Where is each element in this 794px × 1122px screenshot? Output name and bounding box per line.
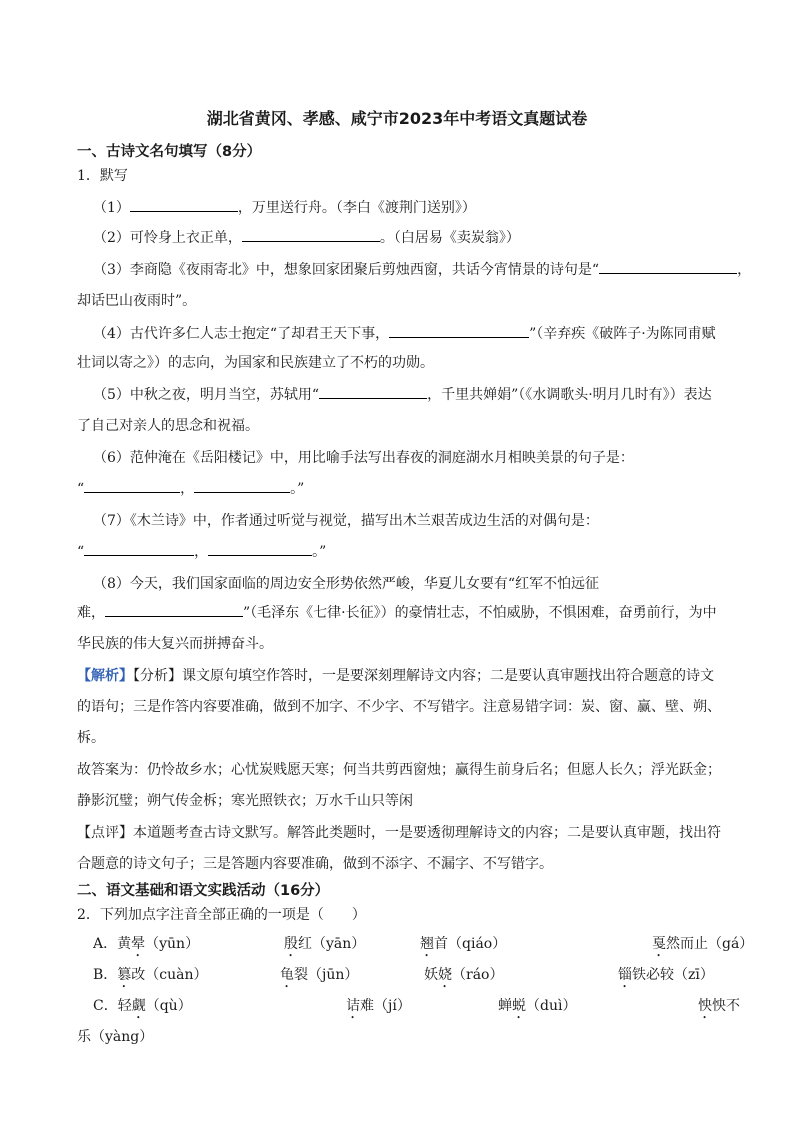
option-b-word-3: 妖娆（ráo） (424, 967, 504, 983)
question-1-3-cont: 却话巴山夜雨时”。 (77, 293, 197, 309)
question-1-heading: 1．默写 (77, 168, 128, 184)
answer-blank[interactable] (194, 479, 290, 493)
option-b-word-2: 龟裂（jūn） (280, 967, 359, 983)
comment-line-2: 合题意的诗文句子；三是答题内容要准确，做到不添字、不漏字、不写错字。 (77, 856, 553, 872)
question-1-2: （2）可怜身上衣正单， 。（白居易《卖炭翁》） (93, 230, 520, 246)
question-1-5-cont: 了自己对亲人的思念和祝福。 (77, 418, 259, 434)
question-2-heading: 2．下列加点字注音全部正确的一项是（ ） (77, 907, 366, 923)
answer-line-2: 静影沉璧；朔气传金柝；寒光照铁衣；万水千山只等闲 (77, 793, 413, 809)
comment-line-1: 【点评】本道题考查古诗文默写。解答此类题时，一是要透彻理解诗文的内容；二是要认真审题，找出符 (77, 825, 721, 841)
question-1-5: （5）中秋之夜，明月当空，苏轼用“ ，千里共婵娟”（《水调歌头·明月几时有》）表达 (93, 387, 712, 403)
option-a-word-3: 翘首（qiáo） (420, 936, 507, 952)
answer-blank[interactable] (208, 542, 312, 556)
answer-blank[interactable] (84, 542, 194, 556)
analysis-line-2: 的语句；三是作答内容要准确，做到不加字、不少字、不写错字。注意易错字词：炭、窗、赢、壁、朔、 (77, 699, 721, 715)
option-c-word-4: 怏怏不 (698, 998, 740, 1014)
question-1-8: （8）今天，我们国家面临的周边安全形势依然严峻，华夏儿女要有“红军不怕远征 (93, 576, 600, 592)
analysis-line-1: 【解析】【分析】课文原句填空作答时，一是要深刻理解诗文内容；二是要认真审题找出符合题意的诗文 (77, 668, 714, 684)
option-b-word-4: 锱铁必较（zī） (618, 967, 714, 983)
answer-blank[interactable] (242, 228, 380, 242)
answer-blank[interactable] (389, 324, 529, 338)
question-1-8-blank: 难， ”（毛泽东《七律·长征》）的豪情壮志，不怕威胁，不惧困难，奋勇前行，为中 (77, 605, 717, 621)
question-1-6: （6）范仲淹在《岳阳楼记》中，用比喻手法写出春夜的洞庭湖水月相映美景的句子是： (93, 450, 634, 466)
question-1-7: （7）《木兰诗》中，作者通过听觉与视觉，描写出木兰艰苦成边生活的对偶句是： (93, 513, 599, 529)
page-title: 湖北省黄冈、孝感、咸宁市2023年中考语文真题试卷 (206, 109, 588, 128)
option-a-word-4: 戛然而止（gá） (652, 936, 754, 952)
answer-blank[interactable] (599, 260, 737, 274)
question-1-1: （1） ，万里送行舟。（李白《渡荆门送别》） (93, 200, 476, 216)
analysis-line-3: 柝。 (77, 730, 105, 746)
option-c-word-4-cont: 乐（yàng） (77, 1029, 154, 1045)
answer-blank[interactable] (105, 603, 243, 617)
section-1-heading: 一、古诗文名句填写（8分） (77, 144, 262, 160)
question-1-6-blanks: “ ， 。” (77, 481, 305, 497)
answer-blank[interactable] (319, 385, 427, 399)
answer-line-1: 故答案为：仍怜故乡水；心忧炭贱愿天寒；何当共剪西窗烛；赢得生前身后名；但愿人长久；浮光跃金； (77, 762, 721, 778)
answer-blank[interactable] (84, 479, 180, 493)
analysis-tag[interactable]: 【解析】 (77, 668, 133, 684)
question-1-7-blanks: “ ， 。” (77, 544, 327, 560)
answer-blank[interactable] (130, 198, 238, 212)
option-a-word-2: 殷红（yān） (284, 936, 366, 952)
option-b[interactable]: B．篡改（cuàn） (93, 967, 208, 983)
section-2-heading: 二、语文基础和语文实践活动（16分） (77, 883, 330, 899)
option-c-word-2: 诘难（jí） (346, 998, 411, 1014)
question-1-3: （3）李商隐《夜雨寄北》中，想象回家团聚后剪烛西窗，共话今宵情景的诗句是“ ， (93, 262, 752, 278)
option-c[interactable]: C．轻觑（qù） (93, 998, 192, 1014)
option-c-word-3: 蝉蜕（duì） (498, 998, 577, 1014)
question-1-8-cont: 华民族的伟大复兴而拼搏奋斗。 (77, 636, 273, 652)
question-1-4: （4）古代许多仁人志士抱定“了却君王天下事， ”（辛弃疾《破阵子·为陈同甫赋 (93, 326, 716, 342)
question-1-4-cont: 壮词以寄之》）的志向，为国家和民族建立了不朽的功勋。 (77, 355, 434, 371)
option-a[interactable]: A．黄晕（yūn） (93, 936, 200, 952)
